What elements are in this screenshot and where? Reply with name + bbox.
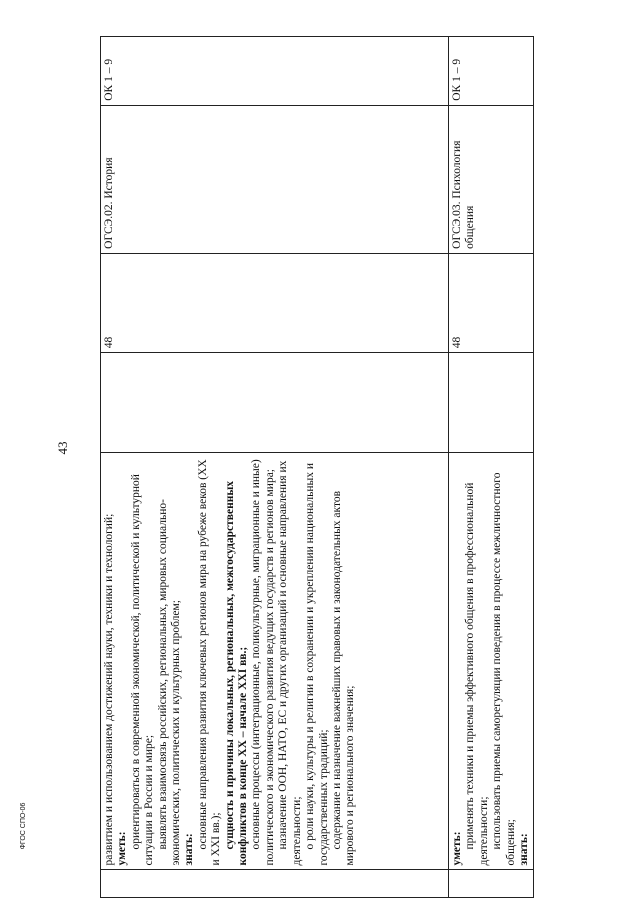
competencies-cell: ОК 1 – 9 [449, 37, 534, 106]
table-row [449, 37, 534, 898]
requirement-line: развитием и использованием достижений науки, техники и технологий; [103, 513, 115, 866]
knowledge-label: знать: [518, 833, 531, 866]
requirement-line: о роли науки, культуры и религии в сохранении и укреплении национальных и государственных традиций; [304, 463, 330, 866]
requirement-line: выявлять взаимосвязь российских, региональных, мировых социально-экономических, политических и культурных проблем; [156, 499, 183, 866]
footer-code: ФГОС СПО-06 [20, 802, 27, 850]
requirement-line: назначение ООН, НАТО, ЕС и других организаций и основные направления их деятельности; [277, 460, 303, 866]
landscape-sheet [100, 36, 531, 898]
requirement-line: содержание и назначение важнейших правовых и законодательных актов мирового и регионального значения; [330, 490, 357, 866]
empty-cell [101, 353, 449, 452]
requirements-cell [101, 452, 449, 870]
knowledge-label: знать: [183, 833, 196, 866]
index-cell [449, 870, 534, 898]
curriculum-table [100, 36, 534, 898]
table-row [101, 37, 449, 898]
index-cell [101, 870, 449, 898]
requirement-line: применять техники и приемы эффективного общения в профессиональной деятельности; [464, 482, 490, 866]
page-number: 43 [55, 441, 70, 455]
empty-cell [449, 353, 534, 452]
discipline-cell: ОГСЭ.03. Психология общения [449, 105, 534, 253]
requirement-line: ориентироваться в современной экономической, политической и культурной ситуации в России и мире; [129, 474, 156, 866]
competencies-cell: ОК 1 – 9 [101, 37, 449, 106]
discipline-cell: ОГСЭ.02. История [101, 105, 449, 253]
requirement-line: использовать приемы саморегуляции поведения в процессе межличностного общения; [491, 472, 517, 866]
requirement-line: основные процессы (интеграционные, поликультурные, миграционные и иные) политического и экономического развития ведущих государств и регионов мира; [250, 459, 276, 866]
skills-label: уметь: [116, 831, 129, 866]
requirement-line: сущность и причины локальных, региональных, межгосударственных конфликтов в конце XX – начале XXI вв.; [223, 480, 250, 866]
hours-cell: 48 [101, 253, 449, 352]
skills-label: уметь: [451, 831, 463, 866]
requirements-cell [449, 452, 534, 870]
requirement-line: основные направления развития ключевых регионов мира на рубеже веков (XX и XXI вв.); [196, 459, 223, 866]
rotated-table-container [100, 36, 531, 898]
hours-cell: 48 [449, 253, 534, 352]
